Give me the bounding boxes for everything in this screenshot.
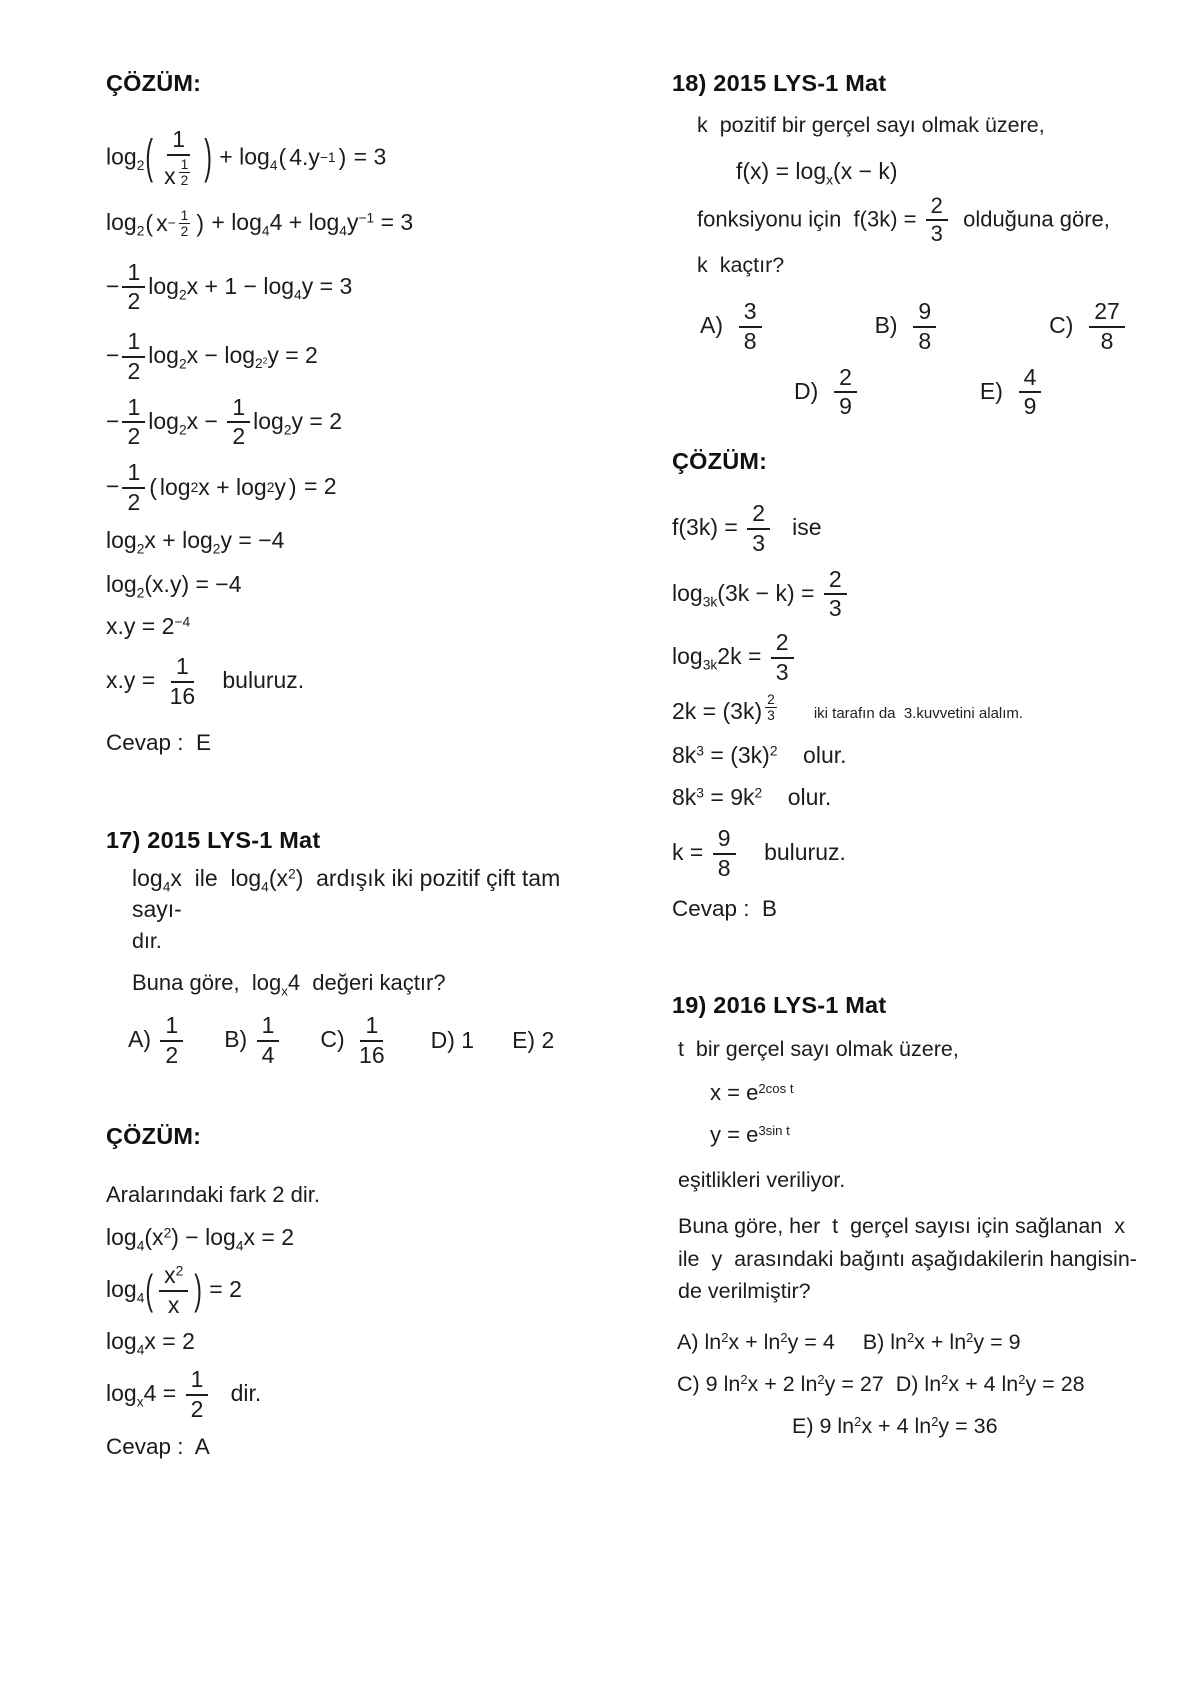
option-item: B) $\frac{1}{4}$ [224, 1013, 282, 1069]
problem-19 [672, 992, 1162, 1441]
math-step: $8k^3 = (3k)^2$ olur. [672, 741, 847, 768]
solution-heading: ÇÖZÜM: [672, 448, 768, 475]
option-item: D) $\ln^2x + 4$ $\ln^2y = 28$ [895, 1371, 1085, 1397]
math-step: f(3k) = $\frac{2}{3}$ ise [672, 500, 822, 556]
question-text: de verilmiştir? [678, 1278, 811, 1303]
note-text: iki tarafın da 3.kuvvetini alalım. [813, 705, 1024, 723]
math-step: $\log_{3k}(3k - k)$ = $\frac{2}{3}$ [672, 567, 1162, 623]
math-step: $y = e^{3sin t}$ [710, 1122, 790, 1148]
option-item: A) $\frac{1}{2}$ [128, 1013, 186, 1069]
math-step: − $\frac{1}{2}$ $\log_2x$ − $\frac{1}{2}$ $\log_2y = 2$ [106, 393, 343, 450]
question-text: Buna göre, her t gerçel sayısı için sağlanan x [678, 1214, 1125, 1239]
solution-heading: ÇÖZÜM: [106, 1122, 202, 1149]
option-item: E) 9 $\ln^2x + 4$ $\ln^2y = 36$ [792, 1413, 998, 1438]
problem-text: k pozitif bir gerçel sayı olmak üzere, [697, 113, 1045, 137]
question-text: ile y arasındaki bağıntı aşağıdakilerin hangisin- [678, 1246, 1137, 1271]
option-item: A) $\ln^2x + \ln^2y = 4$ [677, 1329, 835, 1355]
math-step: − $\frac{1}{2}$ ( log 2 x + log 2 y ) = 2 [106, 459, 337, 515]
math-step: − $\frac{1}{2}$ $\log_2x + 1 - \log_4y = 3$ [106, 258, 353, 315]
options-row [677, 1371, 1162, 1399]
options-row [128, 1013, 611, 1069]
option-item: A) $\frac{3}{8}$ [700, 299, 765, 355]
problem-heading: 17) 2015 LYS-1 Mat [106, 827, 321, 854]
problem-text: t bir gerçel sayı olmak üzere, [678, 1036, 959, 1061]
math-step: $\log_4$ ( $\frac{x^2}{x}$ ) = 2 [106, 1262, 242, 1318]
math-step: $x.y = 2^{-4}$ [106, 613, 191, 640]
answer-line: Cevap : B [672, 895, 778, 921]
math-step: k = $\frac{9}{8}$ buluruz. [672, 825, 846, 882]
options-row [677, 1329, 1162, 1357]
options-row [794, 365, 1162, 421]
option-item: D) $\frac{2}{9}$ [794, 365, 860, 421]
option-item: C) $\frac{27}{8}$ [1049, 299, 1128, 355]
problem-text: $\log_4x$ ile $\log_4(x^2)$ ardışık iki pozitif çift tam sayı- [132, 865, 567, 922]
math-step: $\log_2(x.y) = -4$ [106, 570, 242, 601]
math-step: $\log_2x + \log_2y = -4$ [106, 526, 285, 557]
solution-17 [106, 1123, 611, 1464]
answer-line: Cevap : A [106, 1434, 210, 1460]
math-expression: 2k = (3k) $^{\frac{2}{3}}$ [672, 691, 775, 724]
question-text: k kaçtır? [697, 252, 785, 277]
option-item: D) 1 [430, 1027, 475, 1054]
options-row [700, 299, 1162, 355]
problem-17 [106, 827, 611, 1069]
math-step: x.y = $\frac{1}{16}$ buluruz. [106, 653, 305, 709]
option-item: C) 9 $\ln^2x + 2$ $\ln^2y = 27$ [677, 1371, 884, 1397]
option-item: C) $\frac{1}{16}$ [320, 1012, 385, 1069]
math-step: $\log_2$ ( x − $\frac{1}{2}$ ) + $\log_44 + \log_4y^{-1} = 3$ [106, 207, 414, 240]
solution-text: Aralarındaki fark 2 dir. [106, 1181, 320, 1207]
math-step: $\log_{3k}2k$ = $\frac{2}{3}$ [672, 630, 1162, 686]
math-step: $\log_x4$ = $\frac{1}{2}$ dir. [106, 1365, 262, 1422]
options-row [792, 1413, 1162, 1441]
problem-heading: 18) 2015 LYS-1 Mat [672, 70, 887, 96]
math-step [672, 692, 1162, 727]
math-step: $\log_2$ ( 1 x $^{\frac{1}{2}}$ ) + $\log_4$ ( 4.y −1 ) = 3 [106, 126, 387, 189]
right-column [672, 0, 1162, 1441]
math-step: $\log_4(x^2) - \log_4x = 2$ [106, 1223, 295, 1254]
math-step: $\log_4x = 2$ [106, 1327, 195, 1358]
math-step: $x = e^{2cos t}$ [710, 1079, 794, 1105]
option-item: E) $\frac{4}{9}$ [980, 365, 1045, 421]
math-step: $8k^3 = 9k^2$ olur. [672, 783, 832, 810]
math-step: − $\frac{1}{2}$ $\log_2x - \log_{2^2}y = 2$ [106, 328, 318, 384]
problem-text: eşitlikleri veriliyor. [678, 1168, 846, 1193]
option-item: E) 2 [512, 1027, 555, 1054]
problem-text: fonksiyonu için f(3k) = $\frac{2}{3}$ olduğuna göre, [697, 192, 1110, 247]
problem-heading: 19) 2016 LYS-1 Mat [672, 991, 887, 1018]
math-step: $f(x) = \log_x(x - k)$ [736, 158, 898, 188]
problem-text: dır. [132, 928, 162, 953]
answer-line: Cevap : E [106, 729, 212, 755]
left-column [106, 0, 611, 1464]
solution-heading: ÇÖZÜM: [106, 70, 202, 96]
question-text: Buna göre, $\log_x4$ değeri kaçtır? [132, 969, 446, 999]
option-item: B) $\ln^2x + \ln^2y = 9$ [862, 1329, 1021, 1355]
option-item: B) $\frac{9}{8}$ [875, 299, 940, 355]
